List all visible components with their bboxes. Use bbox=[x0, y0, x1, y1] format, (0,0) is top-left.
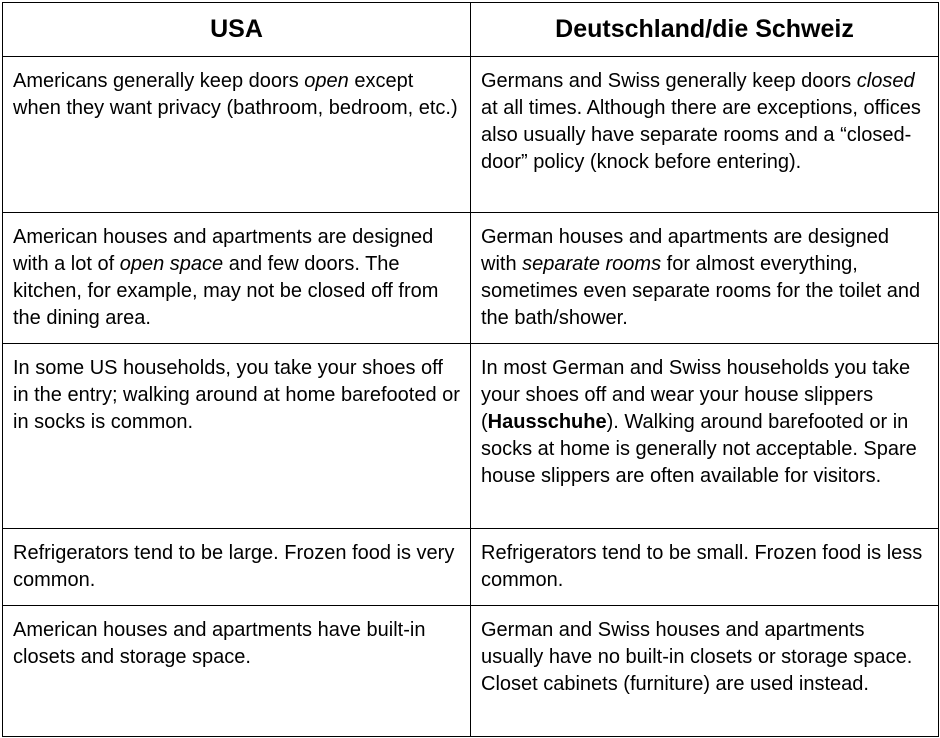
cell-bold-term: Hausschuhe bbox=[487, 411, 607, 433]
cell-text: In some US households, you take your shoes off in the entry; walking around at home barefooted or in socks is common. bbox=[13, 357, 460, 433]
cell-text: Refrigerators tend to be small. Frozen food is less common. bbox=[481, 542, 923, 591]
cell-text: German and Swiss houses and apartments usually have no built-in closets or storage space. Closet cabinets (furniture) are used instead. bbox=[481, 619, 913, 695]
cell-emphasis: separate rooms bbox=[522, 253, 662, 275]
cell-text: In most German and Swiss households you take your shoes off and wear your house slippers ( bbox=[481, 357, 911, 433]
cell-germany-fridge bbox=[471, 529, 939, 606]
cell-text: except when they want privacy (bathroom, bedroom, etc.) bbox=[13, 70, 458, 119]
table-row bbox=[3, 213, 939, 344]
cell-germany-closets bbox=[471, 606, 939, 737]
cell-usa-space bbox=[3, 213, 471, 344]
cell-germany-shoes bbox=[471, 344, 939, 529]
cell-text: German houses and apartments are designed with bbox=[481, 226, 890, 275]
table-row bbox=[3, 606, 939, 737]
cell-text: Refrigerators tend to be large. Frozen food is very common. bbox=[13, 542, 455, 591]
cell-text: ). Walking around barefooted or in socks at home is generally not acceptable. Spare house slippers are often available for visitors. bbox=[481, 411, 917, 487]
comparison-table bbox=[2, 2, 939, 737]
cell-emphasis: open bbox=[304, 70, 349, 92]
header-usa: USA bbox=[3, 3, 471, 57]
cell-emphasis: closed bbox=[856, 70, 915, 92]
cell-text: at all times. Although there are exceptions, offices also usually have separate rooms and a “closed-door” policy (knock before entering). bbox=[481, 97, 921, 173]
cell-germany-space bbox=[471, 213, 939, 344]
table-row bbox=[3, 529, 939, 606]
cell-germany-doors bbox=[471, 57, 939, 213]
cell-usa-closets bbox=[3, 606, 471, 737]
table-row bbox=[3, 57, 939, 213]
header-row bbox=[3, 3, 939, 57]
table-row bbox=[3, 344, 939, 529]
cell-usa-fridge bbox=[3, 529, 471, 606]
cell-text: Americans generally keep doors bbox=[13, 70, 305, 92]
cell-usa-shoes bbox=[3, 344, 471, 529]
cell-text: Germans and Swiss generally keep doors bbox=[481, 70, 857, 92]
cell-text: American houses and apartments are designed with a lot of bbox=[13, 226, 434, 275]
header-germany: Deutschland/die Schweiz bbox=[471, 3, 939, 57]
cell-text: American houses and apartments have built-in closets and storage space. bbox=[13, 619, 426, 668]
cell-text: for almost everything, sometimes even separate rooms for the toilet and the bath/shower. bbox=[481, 253, 921, 329]
cell-emphasis: open space bbox=[119, 253, 224, 275]
cell-text: and few doors. The kitchen, for example, may not be closed off from the dining area. bbox=[13, 253, 439, 329]
cell-usa-doors bbox=[3, 57, 471, 213]
